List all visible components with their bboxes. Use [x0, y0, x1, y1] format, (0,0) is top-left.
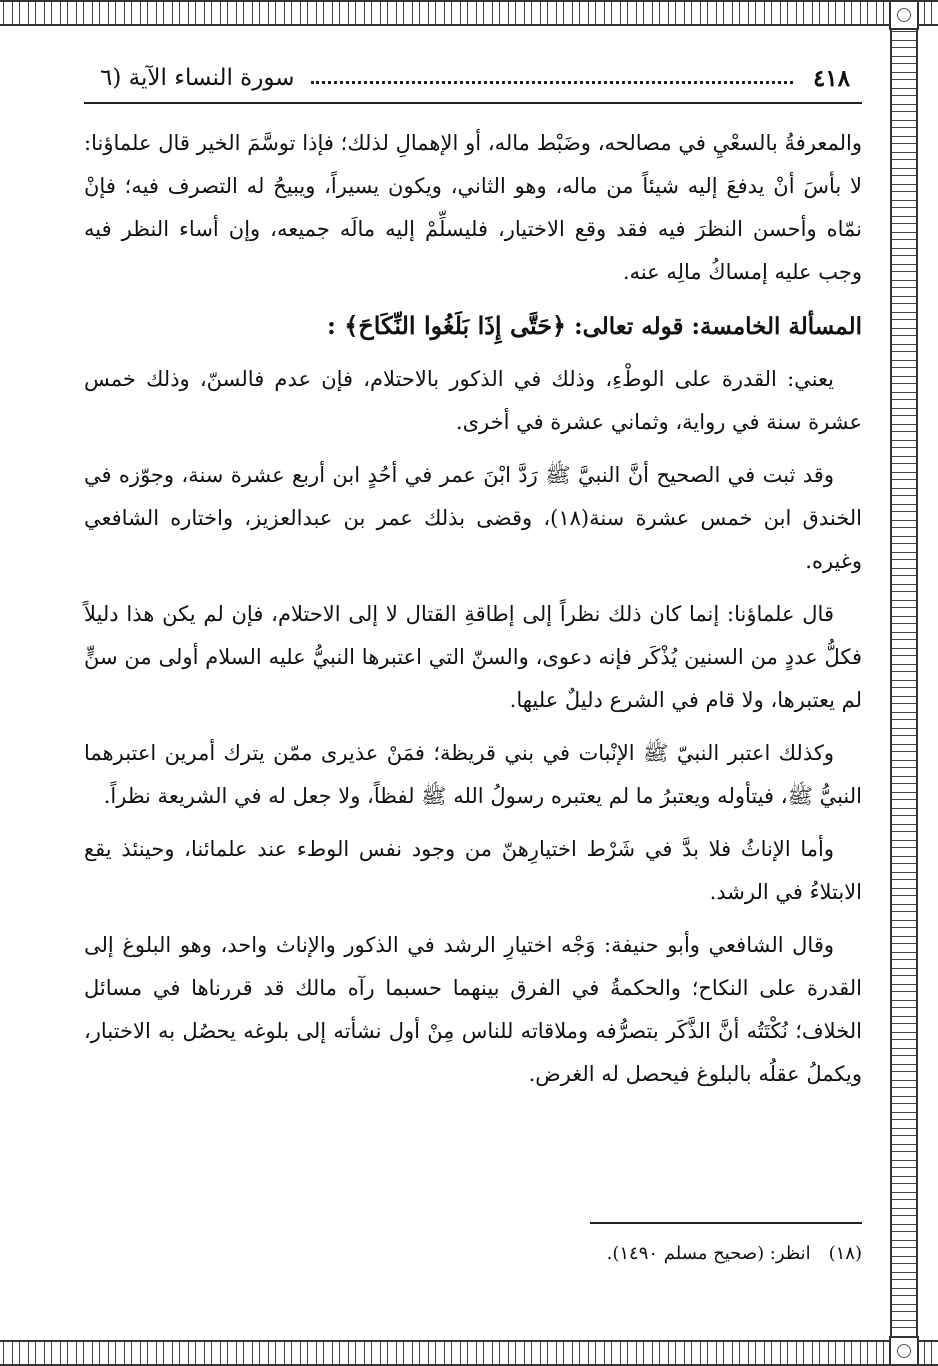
- border-corner-ornament: [889, 1336, 919, 1366]
- paragraph: قال علماؤنا: إنما كان ذلك نظراً إلى إطاقةِ القتال لا إلى الاحتلام، فإن لم يكن هذا دليلاً فكلُّ عددٍ من السنين يُذْكَر فإنه دعوى، والسنّ التي اعتبرها النبيُّ عليه السلام أولى من سنٍّ لم يعتبرها، ولا قام في الشرع دليلٌ عليها.: [84, 602, 862, 712]
- quran-verse: ﴿حَتَّى إِذَا بَلَغُوا النِّكَاحَ﴾ :: [327, 311, 567, 340]
- paragraph: يعني: القدرة على الوطْءِ، وذلك في الذكور بالاحتلام، فإن عدم فالسنّ، وذلك خمس عشرة سنة في رواية، وثماني عشرة في أخرى.: [84, 367, 862, 434]
- footnote-number: (١٨): [828, 1243, 862, 1264]
- paragraph: والمعرفةُ بالسعْيِ في مصالحه، وضَبْط ماله، أو الإهمالِ لذلك؛ فإذا توسَّمَ الخير قال علماؤنا: لا بأسَ أنْ يدفعَ إليه شيئاً من ماله، وهو الثاني، ويكون يسيراً، ويبيحُ له التصرف فيه؛ فإنْ نمّاه وأحسن النظرَ فيه فقد وقع الاختيار، فليسلِّمْ إليه مالَه جميعه، وإن أساء النظر فيه وجب عليه إمساكُ مالِه عنه.: [84, 131, 862, 284]
- paragraph: وقد ثبت في الصحيح أنَّ النبيَّ ﷺ رَدَّ ابْنَ عمر في أحُدٍ ابن أربع عشرة سنة، وجوّزه في الخندق ابن خمس عشرة سنة(١٨)، وقضى بذلك عمر بن عبدالعزيز، واختاره الشافعي وغيره.: [84, 463, 862, 573]
- ornamental-border-bottom: [0, 1340, 938, 1366]
- border-corner-ornament: [889, 0, 919, 30]
- footnote-text: انظر: (صحيح مسلم ١٤٩٠).: [606, 1243, 811, 1264]
- paragraph: وكذلك اعتبر النبيّ ﷺ الإنْبات في بني قريظة؛ فمَنْ عذيرى ممّن يترك أمرين اعتبرهما النبيُّ ﷺ، فيتأوله ويعتبرُ ما لم يعتبره رسولُ الله ﷺ لفظاً، ولا جعل له في الشريعة نظراً.: [84, 741, 862, 808]
- paragraph: وأما الإناثُ فلا بدَّ في شَرْط اختيارِهنّ من وجود نفس الوطء عند علمائنا، وحينئذ يقع الابتلاءُ في الرشد.: [84, 837, 862, 904]
- heading-label: المسألة الخامسة: قوله تعالى:: [574, 313, 862, 340]
- ornamental-border-right: [890, 26, 918, 1340]
- section-heading: [84, 304, 862, 348]
- paragraph: وقال الشافعي وأبو حنيفة: وَجْه اختيارِ الرشد في الذكور والإناث واحد، وهو البلوغ إلى القدرة على النكاح؛ والحكمةُ في الفرق بينهما حسبما رآه مالك قد قررناها في مسائل الخلاف؛ نُكْتَتُه أنَّ الذَّكَر بتصرُّفه وملاقاته للناس مِنْ أول نشأته إلى بلوغه يحصُل به الاختبار، ويكملُ عقلُه بالبلوغ فيحصل له الغرض.: [84, 933, 862, 1086]
- header-dot-leader: [311, 81, 793, 84]
- page-body: [84, 122, 862, 1106]
- footnote: [84, 1240, 862, 1268]
- header-rule: [84, 102, 862, 104]
- page-header: [100, 58, 850, 98]
- footnote-rule: [590, 1222, 862, 1224]
- ornamental-border-top: [0, 0, 938, 26]
- running-title: سورة النساء الآية (٦: [100, 65, 295, 91]
- page-number: ٤١٨: [812, 64, 850, 92]
